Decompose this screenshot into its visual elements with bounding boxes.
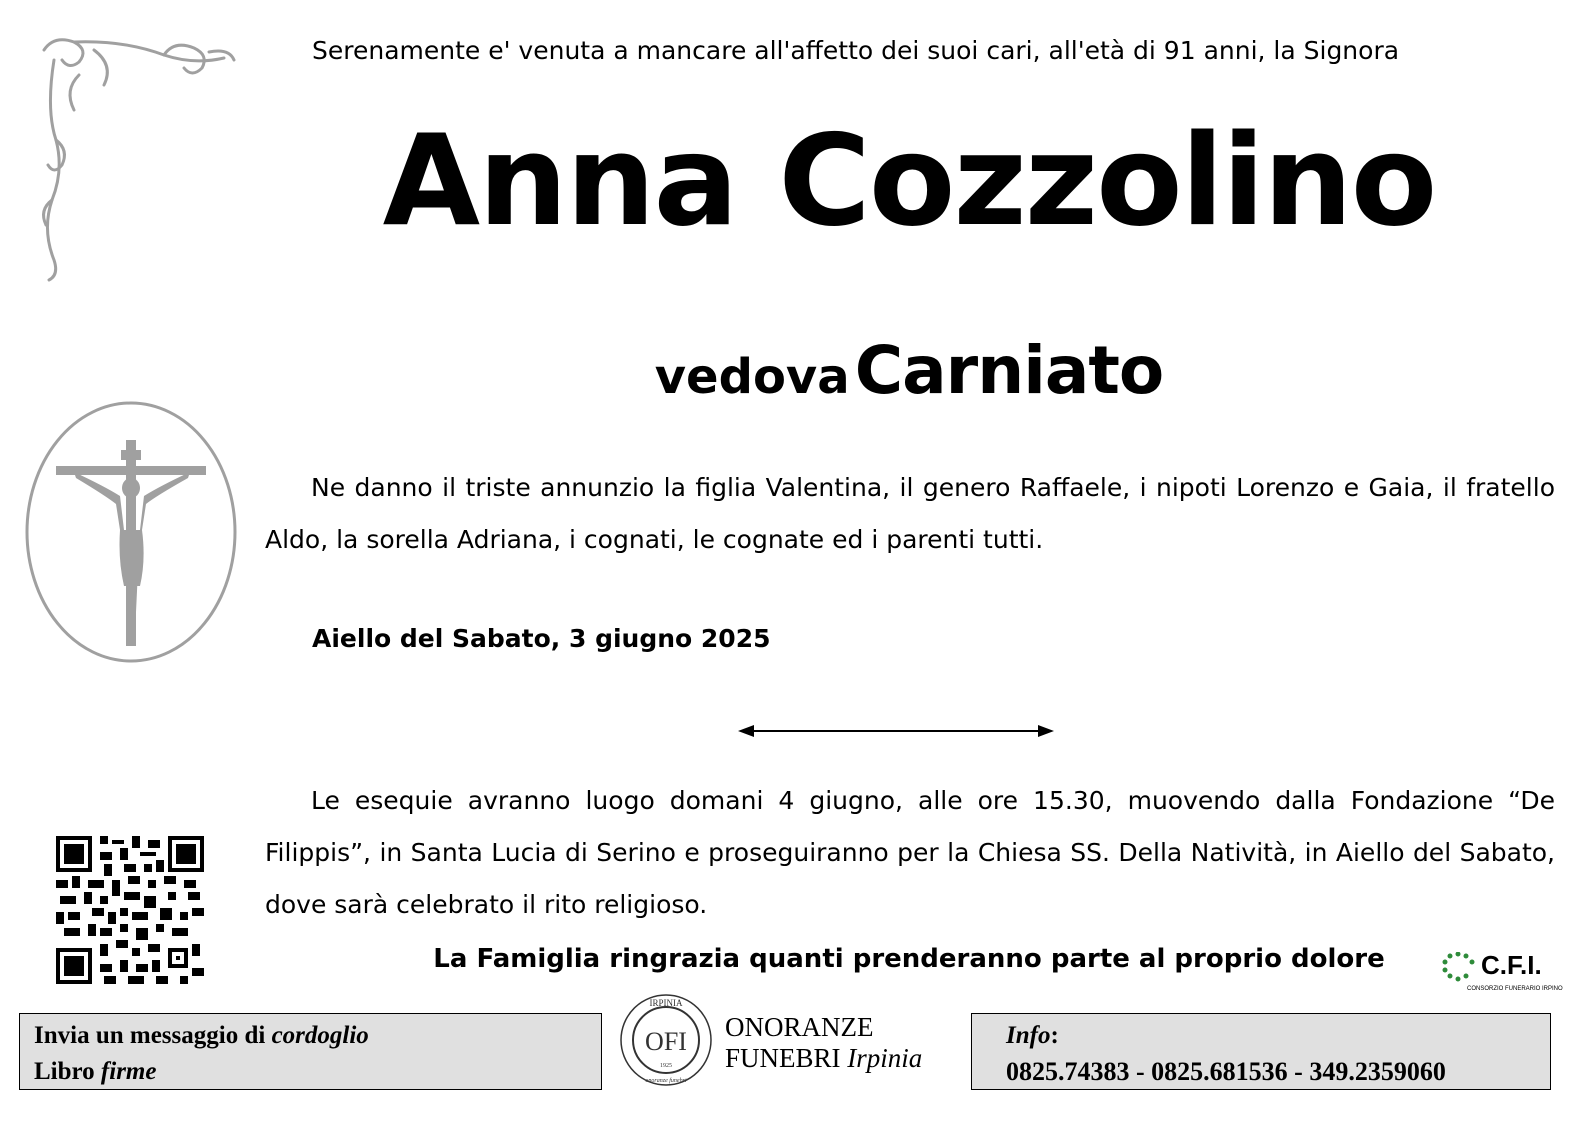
- info-phones[interactable]: 0825.74383 - 0825.681536 - 349.2359060: [1006, 1057, 1446, 1086]
- deceased-name: Anna Cozzolino: [382, 107, 1436, 254]
- agency-line2-prefix: FUNEBRI: [725, 1043, 841, 1073]
- double-arrow-divider-icon: [738, 722, 1054, 740]
- cfi-logo-icon: [1442, 952, 1482, 982]
- info-label-line: Info:: [1006, 1022, 1059, 1049]
- seal-top-text: IRPINIA: [649, 998, 683, 1008]
- condolence-prefix: Invia un messaggio di: [34, 1022, 266, 1049]
- agency-line2-italic: Irpinia: [847, 1043, 923, 1073]
- widow-prefix: vedova: [654, 349, 850, 405]
- widow-surname: Carniato: [854, 332, 1164, 409]
- funeral-text: Le esequie avranno luogo domani 4 giugno, alle ore 15.30, muovendo dalla Fondazione “De Filippis”, in Santa Lucia di Serino e proseguiranno per la Chiesa SS. Della Natività, in Aiello del Sabato, dove sarà celebrato il rito religioso.: [265, 786, 1555, 919]
- announcement-paragraph: [265, 462, 1555, 566]
- thanks-text: La Famiglia ringrazia quanti prenderanno parte al proprio dolore: [433, 944, 1385, 974]
- condolence-link[interactable]: [34, 1018, 587, 1054]
- guestbook-italic: firme: [100, 1058, 157, 1085]
- agency-seal-icon: [618, 992, 714, 1088]
- info-box: [971, 1013, 1551, 1090]
- agency-line1: ONORANZE: [725, 1012, 874, 1042]
- guestbook-prefix: Libro: [34, 1058, 95, 1085]
- agency-name: [725, 1012, 922, 1074]
- funeral-paragraph: [265, 775, 1555, 931]
- place-date: Aiello del Sabato, 3 giugno 2025: [312, 624, 771, 653]
- cfi-logo-text: C.F.I.: [1481, 950, 1542, 980]
- cfi-logo-subtitle: CONSORZIO FUNERARIO IRPINO: [1467, 986, 1563, 992]
- seal-year: 1925: [660, 1063, 672, 1069]
- intro-text: Serenamente e' venuta a mancare all'affetto dei suoi cari, all'età di 91 anni, la Signora: [312, 36, 1400, 65]
- seal-initials: OFI: [645, 1027, 687, 1056]
- condolence-box[interactable]: [19, 1013, 602, 1090]
- info-label: Info: [1006, 1022, 1051, 1049]
- condolence-italic: cordoglio: [271, 1022, 369, 1049]
- seal-bottom-text: onoranze funebri: [645, 1078, 687, 1084]
- crucifix-icon: [24, 400, 238, 664]
- agency-line2: [725, 1043, 922, 1074]
- widow-line: [0, 332, 1588, 409]
- announcement-text: Ne danno il triste annunzio la figlia Valentina, il genero Raffaele, i nipoti Lorenzo e Gaia, il fratello Aldo, la sorella Adriana, i cognati, le cognate ed i parenti tutti.: [265, 473, 1555, 554]
- guestbook-link[interactable]: [34, 1054, 587, 1090]
